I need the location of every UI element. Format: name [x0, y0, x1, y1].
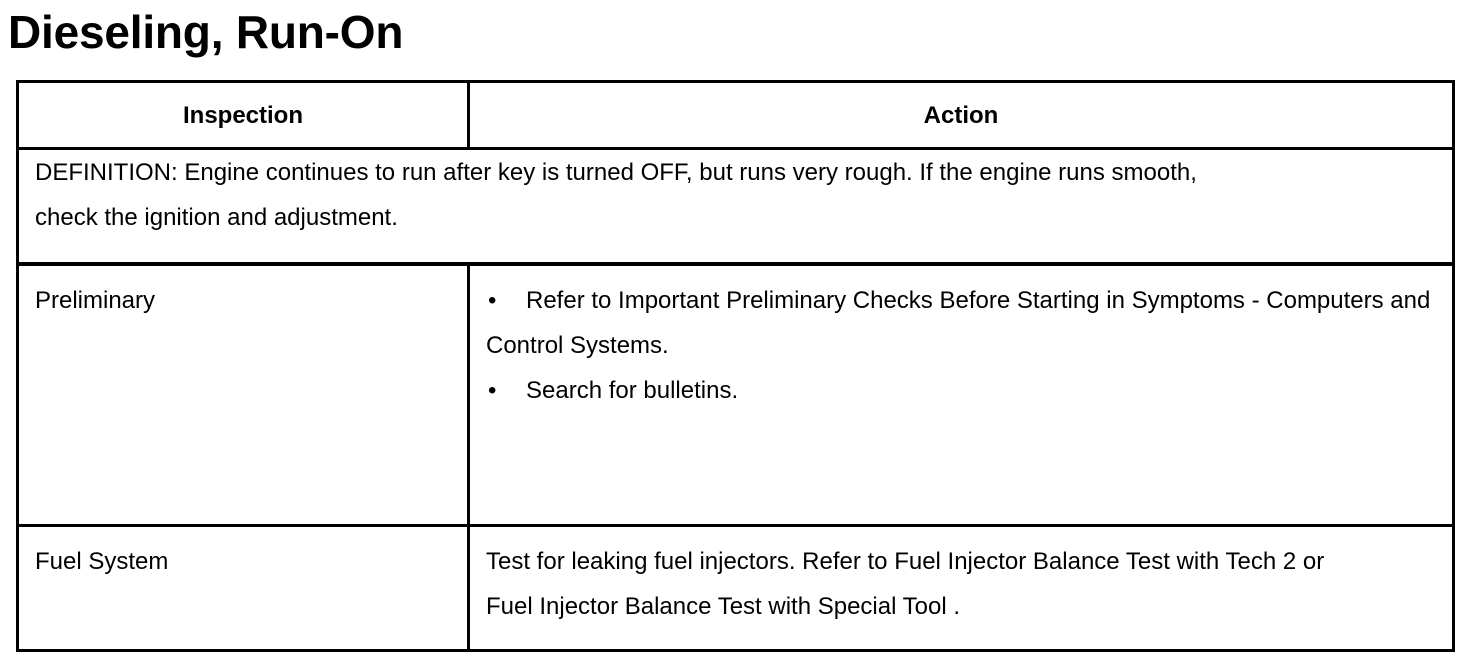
table-row	[18, 264, 1454, 526]
action-bullet-list	[486, 278, 1436, 413]
bullet-text-preliminary-checks: Refer to Important Preliminary Checks Before Starting in Symptoms - Computers and Control Systems.	[486, 287, 1431, 359]
definition-row	[18, 149, 1454, 265]
bullet-icon: •	[488, 287, 497, 314]
diagnostic-table	[16, 80, 1455, 652]
bullet-text-search-bulletins: Search for bulletins.	[526, 377, 739, 404]
table-header-row	[18, 82, 1454, 149]
list-item	[486, 278, 1436, 368]
bullet-icon: •	[488, 377, 497, 404]
action-cell-fuel-system	[469, 526, 1454, 651]
inspection-cell-fuel-system: Fuel System	[18, 526, 469, 651]
action-column-header: Action	[469, 82, 1454, 149]
definition-cell	[18, 149, 1454, 265]
action-cell-preliminary	[469, 264, 1454, 526]
inspection-cell-preliminary: Preliminary	[18, 264, 469, 526]
definition-text: DEFINITION: Engine continues to run after key is turned OFF, but runs very rough. If the engine runs smooth, check the ignition and adjustment.	[35, 159, 1197, 231]
list-item	[486, 368, 1436, 413]
page-title: Dieseling, Run-On	[8, 6, 404, 58]
inspection-column-header: Inspection	[18, 82, 469, 149]
table-row	[18, 526, 1454, 651]
action-text-fuel-system: Test for leaking fuel injectors. Refer to Fuel Injector Balance Test with Tech 2 or Fuel Injector Balance Test with Special Tool .	[486, 548, 1325, 620]
